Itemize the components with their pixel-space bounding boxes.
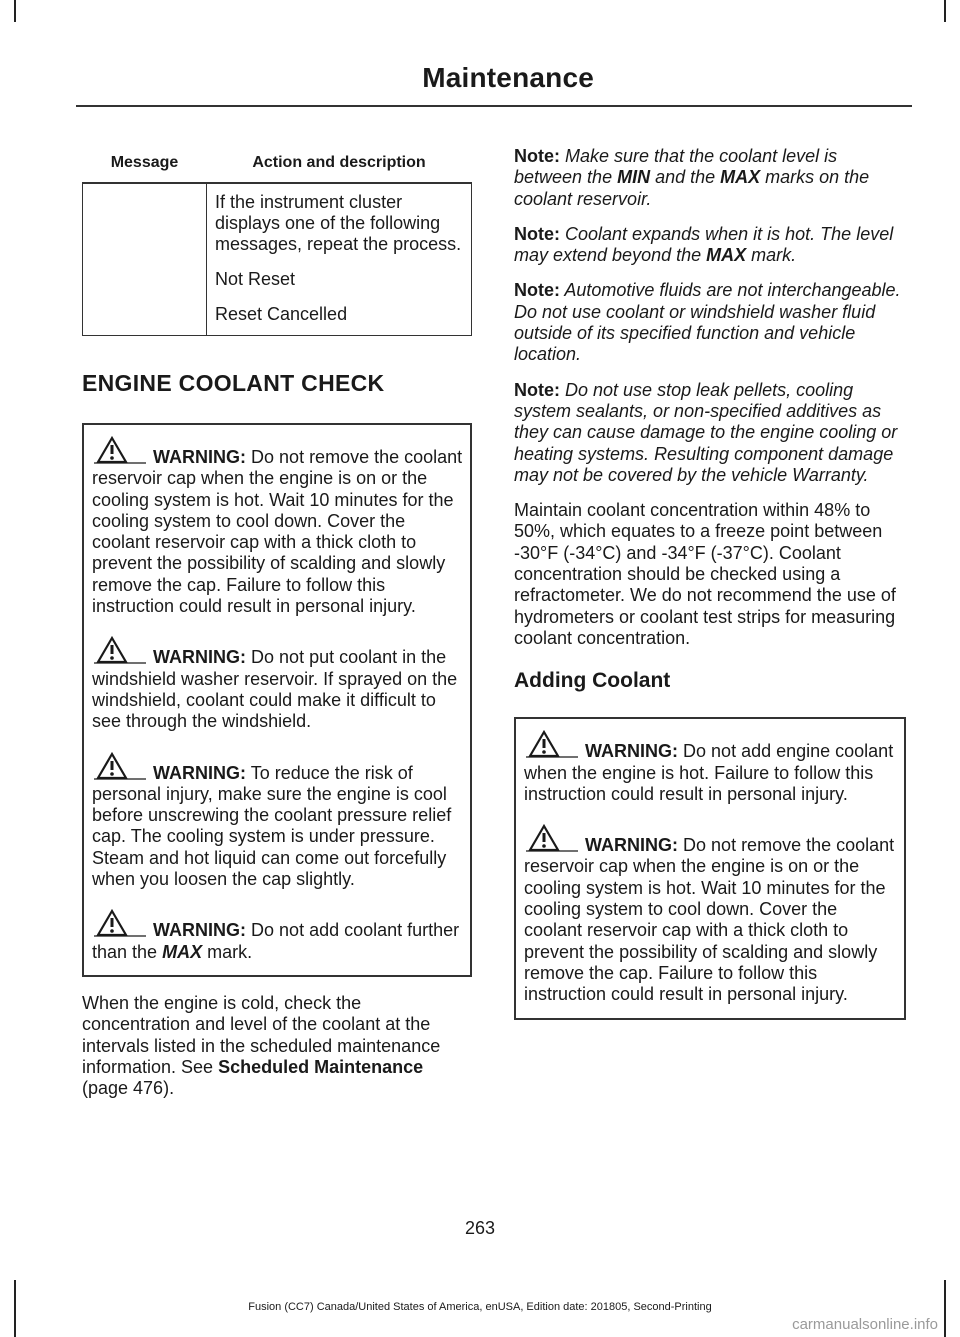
subsection-title: Adding Coolant — [514, 669, 671, 693]
crop-mark — [14, 0, 16, 22]
warning-triangle-icon — [524, 729, 580, 759]
warning-triangle-icon — [92, 635, 148, 665]
note — [514, 280, 906, 365]
warning-text: Do not add engine coolant when the engine is hot. Failure to follow this instruction could result in personal injury. — [524, 741, 894, 804]
warning-triangle-icon — [524, 823, 580, 853]
page-reference: (page 476). — [82, 1078, 175, 1099]
max-mark: MAX — [706, 245, 747, 266]
header-rule — [76, 105, 912, 107]
message-table — [82, 140, 472, 336]
action-message: Not Reset — [215, 269, 296, 289]
note-text: Coolant expands when it is hot. The level may extend beyond the — [514, 223, 894, 266]
table-header-message: Message — [83, 140, 207, 183]
warning-item — [524, 823, 898, 1005]
note-text: Make sure that the coolant level is between the — [514, 146, 838, 188]
body-text: When the engine is cold, check the concentration and level of the coolant at the intervals listed in the scheduled maintenance information. See — [82, 992, 441, 1077]
warning-box — [82, 423, 472, 977]
page-header-title: Maintenance — [422, 62, 594, 93]
warning-item — [524, 729, 898, 805]
warning-label: WARNING: — [153, 762, 247, 783]
max-mark: MAX — [720, 167, 761, 188]
warning-label: WARNING: — [153, 447, 247, 467]
warning-text: Do not remove the coolant reservoir cap when the engine is on or the cooling system is hot. Wait 10 minutes for the cooling system to cool down. Cover the coolant reservoir cap with a thick cloth to prevent the possibility of scalding and slowly remove the cap. Failure to follow this instruction could result in personal injury. — [92, 447, 463, 617]
warning-triangle-icon — [92, 908, 148, 938]
warning-box — [514, 717, 906, 1019]
action-message: Reset Cancelled — [215, 304, 348, 324]
note — [514, 224, 906, 267]
warning-label: WARNING: — [585, 835, 679, 856]
note-text: marks on the coolant reservoir. — [514, 167, 870, 209]
warning-item — [92, 751, 464, 891]
table-cell-message — [83, 183, 207, 336]
page-number: 263 — [464, 1218, 496, 1238]
warning-text: mark. — [207, 941, 253, 962]
footer-edition: Fusion (CC7) Canada/United States of America, enUSA, Edition date: 201805, Second-Printing — [248, 1301, 712, 1313]
warning-text: Do not remove the coolant reservoir cap when the engine is on or the cooling system is hot. Wait 10 minutes for the cooling system to cool down. Cover the coolant reservoir cap with a thick cloth to prevent the possibility of scalding and slowly remove the cap. Failure to follow this instruction could result in personal injury. — [524, 835, 895, 1005]
warning-triangle-icon — [92, 751, 148, 781]
crop-mark — [944, 0, 946, 22]
note-text: mark. — [746, 245, 797, 266]
action-text: If the instrument cluster displays one of the following messages, repeat the process. — [215, 192, 462, 254]
warning-label: WARNING: — [585, 741, 679, 762]
min-mark: MIN — [617, 167, 651, 188]
max-mark: MAX — [162, 941, 203, 962]
warning-label: WARNING: — [153, 647, 247, 668]
warning-text: Do not put coolant in the windshield washer reservoir. If sprayed on the windshield, coolant could make it difficult to see through the windshield. — [92, 647, 458, 732]
warning-item — [92, 908, 464, 963]
body-paragraph: Maintain coolant concentration within 48% to 50%, which equates to a freeze point between -30°F (-34°C) and -34°F (-37°C). Coolant concentration should be checked using a refractometer. We do not recommend the use of hydrometers or coolant test strips for measuring coolant concentration. — [514, 500, 896, 648]
table-row — [83, 183, 472, 336]
note-text: Do not use stop leak pellets, cooling system sealants, or non-specified additives as they can cause damage to the engine cooling or heating systems. Resulting component damage may not be covered by the vehicle Warranty. — [514, 379, 898, 485]
note — [514, 146, 906, 210]
warning-item — [92, 435, 464, 617]
table-header-action: Action and description — [207, 140, 472, 183]
section-title: ENGINE COOLANT CHECK — [82, 370, 385, 396]
watermark: carmanualsonline.info — [792, 1316, 938, 1333]
note-text: Automotive fluids are not interchangeable. Do not use coolant or windshield washer fluid outside of its specified function and vehicle location. — [514, 280, 901, 365]
body-paragraph — [82, 993, 472, 1099]
note-label: Note: — [514, 280, 560, 301]
right-column — [514, 146, 906, 1020]
note-label: Note: — [514, 379, 560, 400]
warning-text: Do not add coolant further than the — [92, 920, 460, 962]
warning-text: To reduce the risk of personal injury, make sure the engine is cool before unscrewing the coolant pressure relief cap. The cooling system is under pressure. Steam and hot liquid can come out forcefully when you loosen the cap slightly. — [92, 762, 452, 890]
warning-item — [92, 635, 464, 732]
warning-label: WARNING: — [153, 920, 247, 941]
note-label: Note: — [514, 146, 560, 166]
warning-triangle-icon — [92, 435, 148, 465]
note — [514, 380, 906, 486]
scheduled-maintenance-link[interactable]: Scheduled Maintenance — [218, 1056, 424, 1077]
note-text: and the — [650, 167, 721, 188]
note-label: Note: — [514, 223, 560, 244]
table-cell-action — [207, 183, 472, 336]
left-column — [82, 140, 472, 1099]
